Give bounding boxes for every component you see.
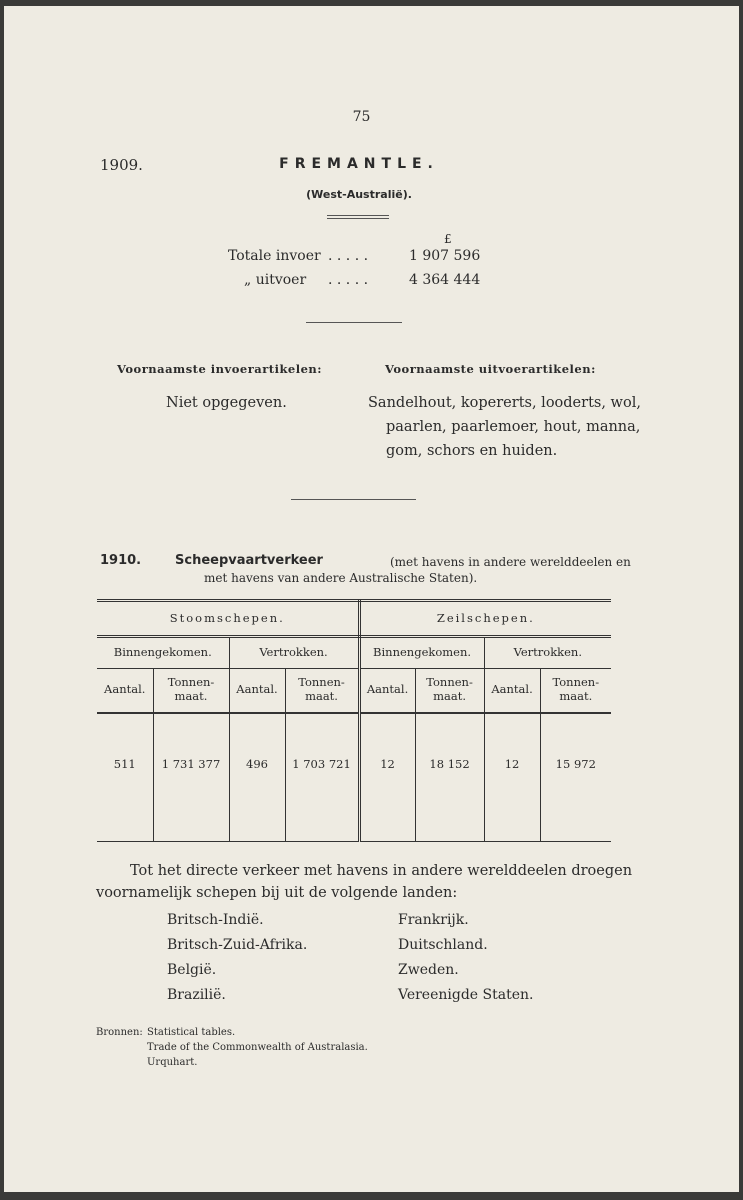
group-steam: Stoomschepen. bbox=[97, 601, 359, 637]
export-leader: . . . . . bbox=[328, 272, 369, 288]
page-number: 75 bbox=[352, 109, 371, 125]
cell-steam-in-tonnage: 1 731 377 bbox=[153, 713, 229, 842]
trade-rule bbox=[306, 322, 402, 323]
import-heading: Voornaamste invoerartikelen: bbox=[117, 362, 323, 376]
col-tonnage: Tonnen-maat. bbox=[153, 669, 229, 713]
section-rule bbox=[291, 499, 416, 500]
col-tonnage: Tonnen-maat. bbox=[415, 669, 484, 713]
cell-sail-out-count: 12 bbox=[484, 713, 540, 842]
steam-in: Binnengekomen. bbox=[97, 637, 229, 669]
table-group-row bbox=[97, 601, 611, 637]
country-right-1: Frankrijk. bbox=[398, 912, 469, 928]
col-count: Aantal. bbox=[97, 669, 153, 713]
import-value: 1 907 596 bbox=[409, 248, 481, 264]
col-count: Aantal. bbox=[484, 669, 540, 713]
shipping-table bbox=[97, 599, 611, 842]
col-tonnage: Tonnen-maat. bbox=[540, 669, 611, 713]
import-label: Totale invoer bbox=[228, 248, 321, 264]
table-sub-row bbox=[97, 637, 611, 669]
shipping-title: Scheepvaartverkeer bbox=[175, 553, 323, 568]
region-subtitle: (West-Australië). bbox=[306, 188, 412, 201]
source-2: Trade of the Commonwealth of Australasia. bbox=[147, 1042, 368, 1053]
table-row bbox=[97, 713, 611, 842]
year-1910: 1910. bbox=[100, 553, 142, 568]
source-3: Urquhart. bbox=[147, 1057, 198, 1068]
year-1909: 1909. bbox=[100, 156, 143, 174]
city-title: FREMANTLE. bbox=[279, 156, 439, 172]
country-right-3: Zweden. bbox=[398, 962, 459, 978]
source-1: Statistical tables. bbox=[147, 1027, 236, 1038]
country-left-3: België. bbox=[167, 962, 217, 978]
col-tonnage: Tonnen-maat. bbox=[285, 669, 359, 713]
col-count: Aantal. bbox=[229, 669, 285, 713]
export-line-3: gom, schors en huiden. bbox=[386, 443, 558, 459]
cell-steam-out-count: 496 bbox=[229, 713, 285, 842]
cell-steam-in-count: 511 bbox=[97, 713, 153, 842]
table-col-row bbox=[97, 669, 611, 713]
country-right-4: Vereenigde Staten. bbox=[398, 987, 534, 1003]
export-value: 4 364 444 bbox=[409, 272, 481, 288]
sail-out: Vertrokken. bbox=[484, 637, 611, 669]
currency-symbol: £ bbox=[444, 232, 452, 246]
direct-traffic-line-2: voornamelijk schepen bij uit de volgende landen: bbox=[96, 885, 458, 901]
country-left-4: Brazilië. bbox=[167, 987, 226, 1003]
title-rule bbox=[327, 215, 389, 216]
group-sail: Zeilschepen. bbox=[359, 601, 611, 637]
country-right-2: Duitschland. bbox=[398, 937, 488, 953]
import-leader: . . . . . bbox=[328, 248, 369, 264]
shipping-desc-1: (met havens in andere werelddeelen en bbox=[390, 555, 631, 569]
direct-traffic-line-1: Tot het directe verkeer met havens in andere werelddeelen droegen bbox=[130, 863, 633, 879]
shipping-desc-2: met havens van andere Australische Staten). bbox=[204, 571, 478, 585]
import-text: Niet opgegeven. bbox=[166, 395, 287, 411]
cell-sail-in-count: 12 bbox=[359, 713, 415, 842]
cell-sail-out-tonnage: 15 972 bbox=[540, 713, 611, 842]
export-label: „ uitvoer bbox=[244, 272, 307, 288]
country-left-2: Britsch-Zuid-Afrika. bbox=[167, 937, 308, 953]
col-count: Aantal. bbox=[359, 669, 415, 713]
sources-label: Bronnen: bbox=[96, 1027, 143, 1038]
steam-out: Vertrokken. bbox=[229, 637, 359, 669]
cell-sail-in-tonnage: 18 152 bbox=[415, 713, 484, 842]
export-line-2: paarlen, paarlemoer, hout, manna, bbox=[386, 419, 641, 435]
export-heading: Voornaamste uitvoerartikelen: bbox=[385, 362, 596, 376]
country-left-1: Britsch-Indië. bbox=[167, 912, 264, 928]
export-line-1: Sandelhout, kopererts, looderts, wol, bbox=[368, 395, 641, 411]
document-page bbox=[4, 6, 739, 1192]
sail-in: Binnengekomen. bbox=[359, 637, 484, 669]
cell-steam-out-tonnage: 1 703 721 bbox=[285, 713, 359, 842]
title-rule-2 bbox=[327, 218, 389, 219]
